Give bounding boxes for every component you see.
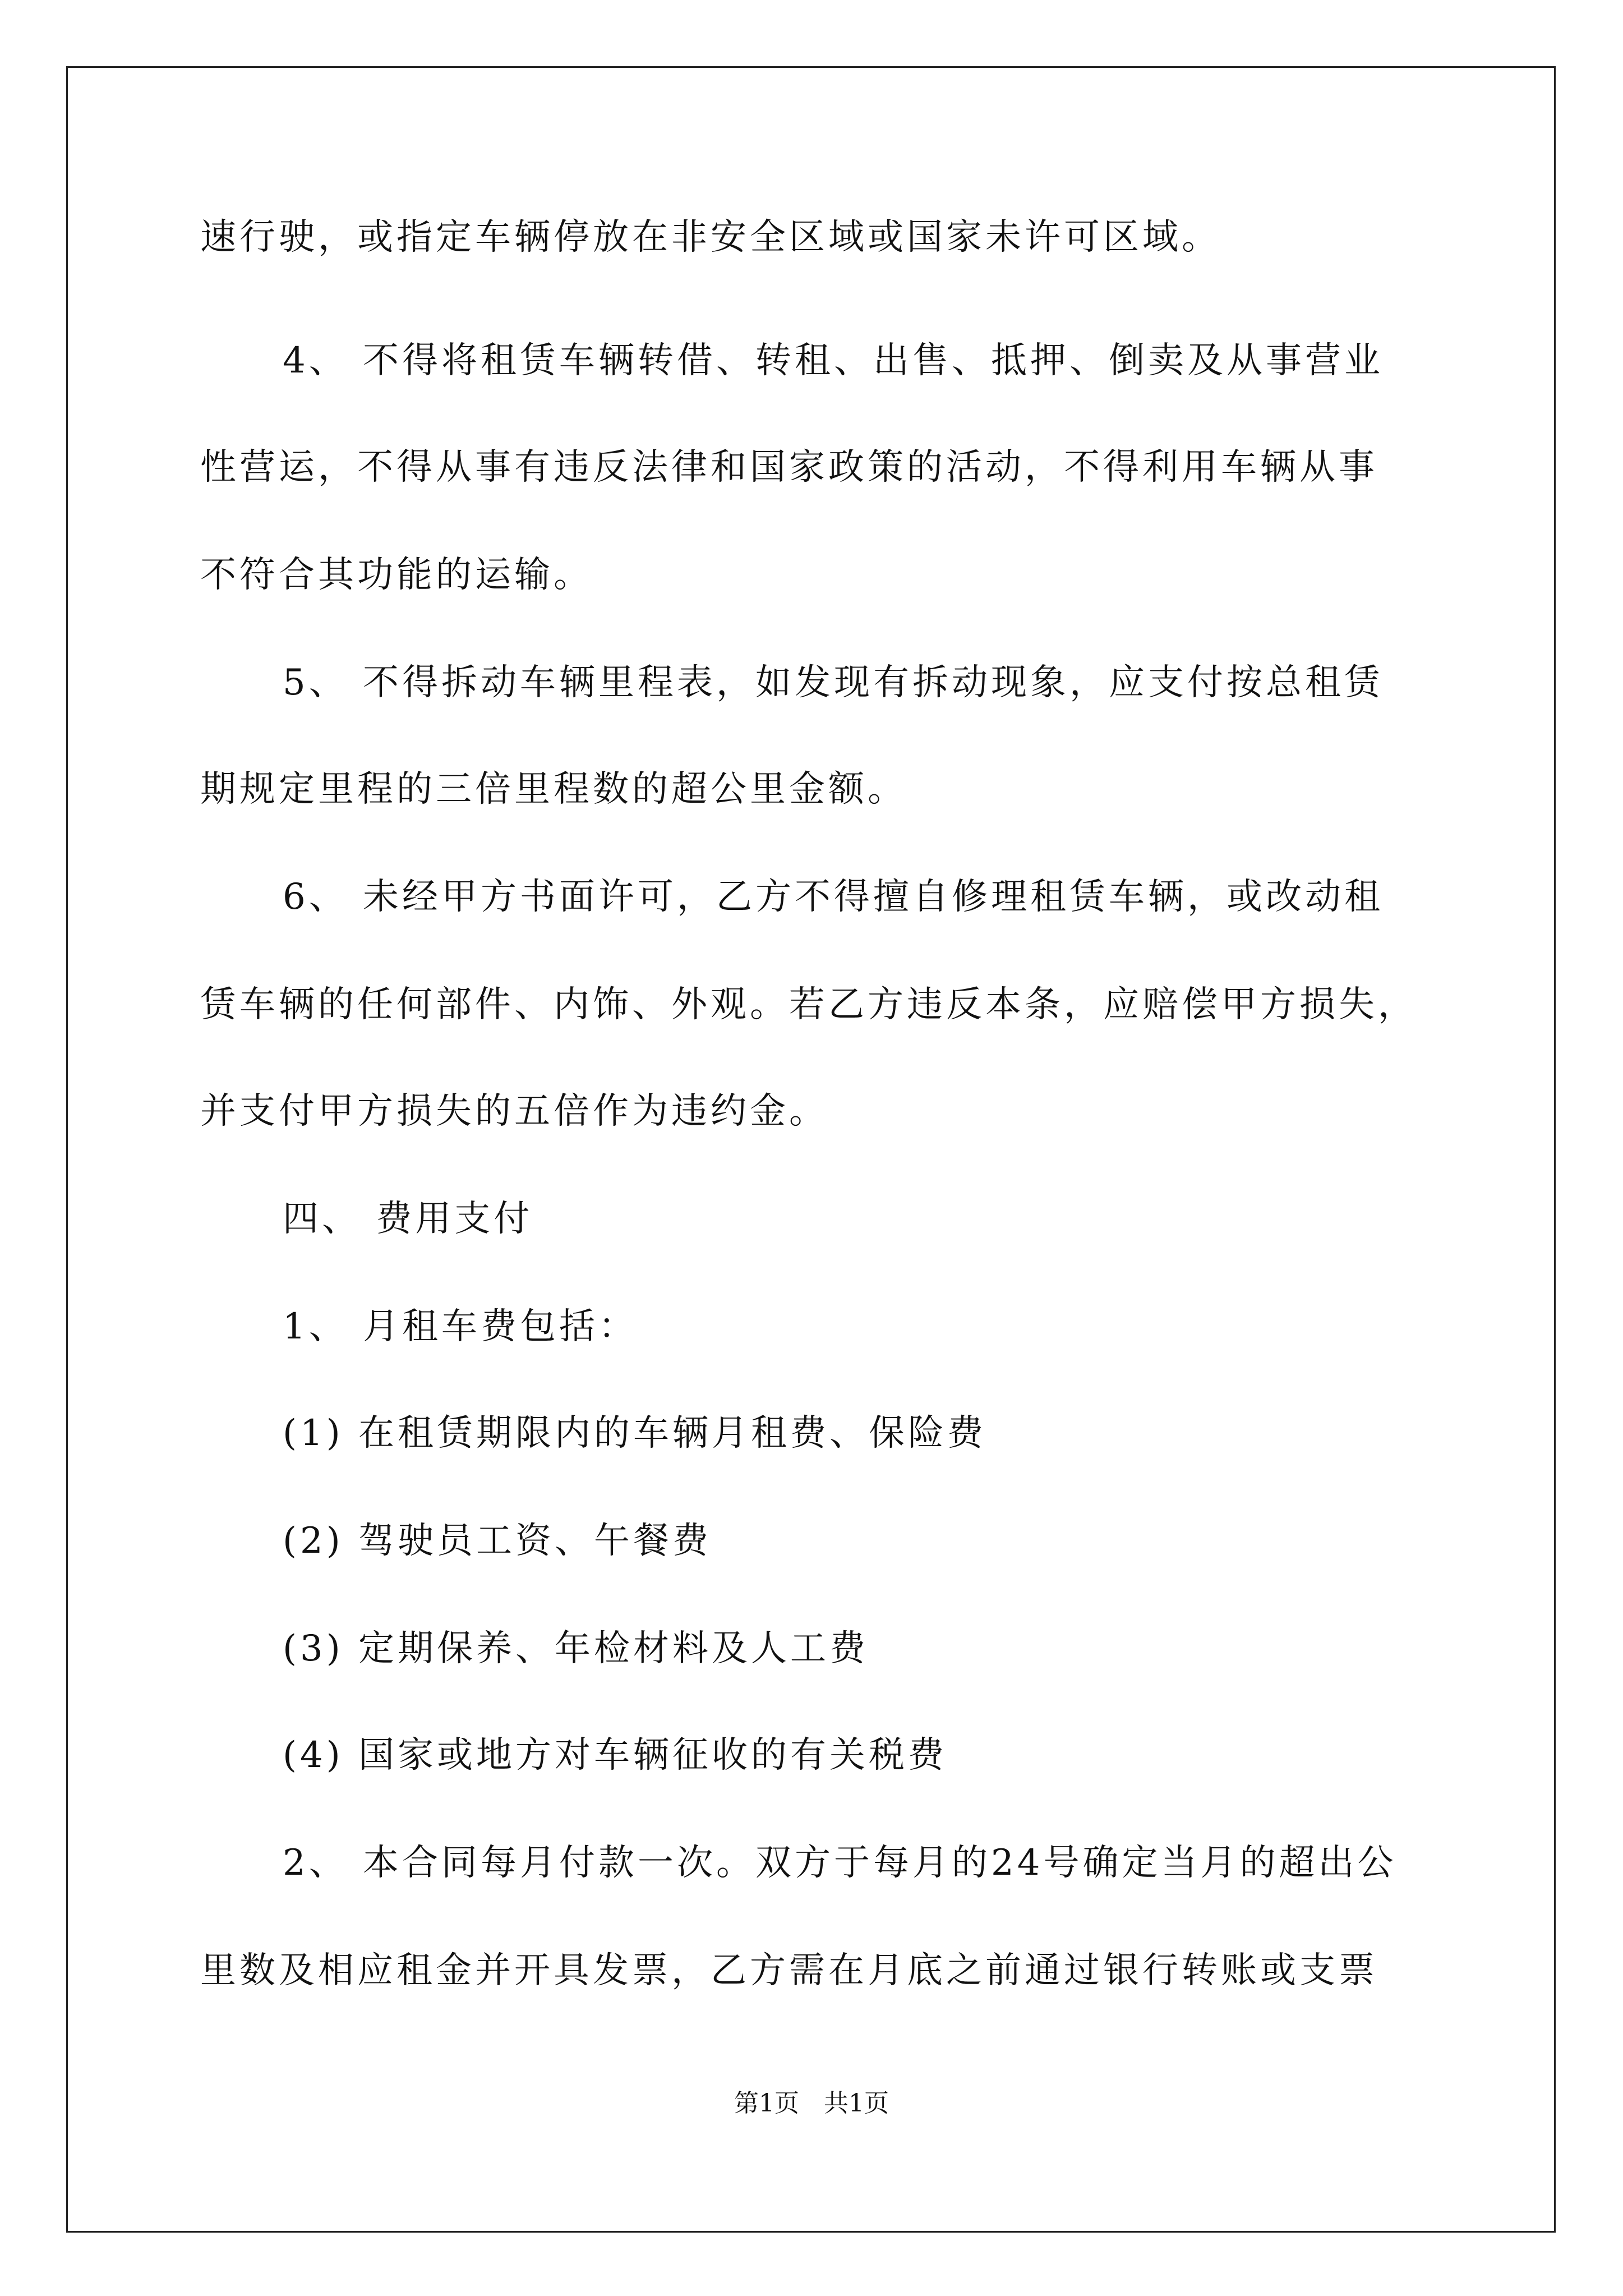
section-heading: 四、 费用支付	[283, 1198, 533, 1240]
paragraph-line: 4、 不得将租赁车辆转借、转租、出售、抵押、倒卖及从事营业	[283, 340, 1384, 381]
page-number-footer: 第1页 共1页	[734, 2089, 889, 2118]
paragraph-line: 6、 未经甲方书面许可，乙方不得擅自修理租赁车辆，或改动租	[283, 876, 1384, 918]
paragraph-line: 并支付甲方损失的五倍作为违约金。	[200, 1091, 828, 1132]
list-item: (2) 驾驶员工资、午餐费	[283, 1520, 712, 1562]
paragraph-line: 5、 不得拆动车辆里程表，如发现有拆动现象，应支付按总租赁	[283, 662, 1384, 703]
paragraph-line: 里数及相应租金并开具发票，乙方需在月底之前通过银行转账或支票	[200, 1950, 1378, 1991]
paragraph-line: 期规定里程的三倍里程数的超公里金额。	[200, 769, 907, 810]
page-border	[66, 66, 1556, 2233]
list-item: (1) 在租赁期限内的车辆月租费、保险费	[283, 1412, 986, 1454]
list-item: (3) 定期保养、年检材料及人工费	[283, 1628, 869, 1669]
paragraph-line: 性营运，不得从事有违反法律和国家政策的活动，不得利用车辆从事	[200, 447, 1378, 488]
list-item: (4) 国家或地方对车辆征收的有关税费	[283, 1734, 947, 1776]
paragraph-line: 2、 本合同每月付款一次。双方于每月的24号确定当月的超出公	[283, 1842, 1397, 1884]
paragraph-line: 赁车辆的任何部件、内饰、外观。若乙方违反本条，应赔偿甲方损失，	[200, 984, 1417, 1025]
paragraph-line: 不符合其功能的运输。	[200, 554, 593, 596]
paragraph-line: 1、 月租车费包括：	[283, 1306, 638, 1347]
paragraph-line: 速行驶，或指定车辆停放在非安全区域或国家未许可区域。	[200, 217, 1221, 258]
